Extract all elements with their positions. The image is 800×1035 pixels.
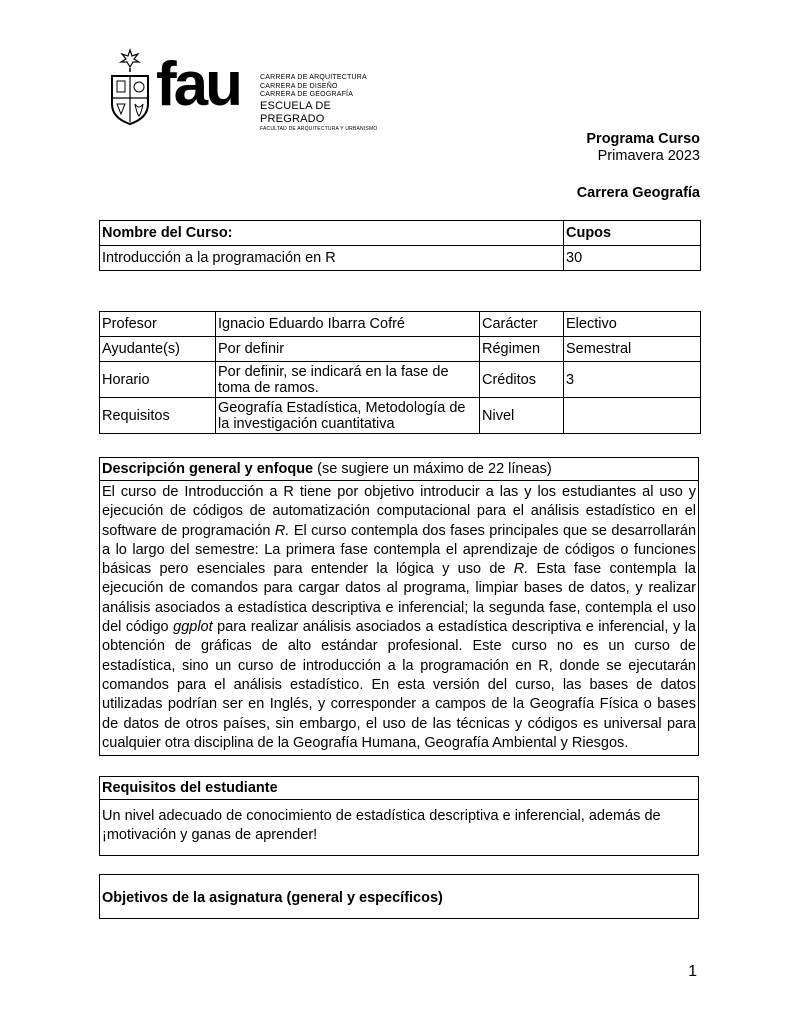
objectives-section (99, 874, 699, 919)
description-text: El curso de Introducción a R tiene por objetivo introducir a las y los estudiantes al uso y ejecución de códigos de automatización computacional para el análisis estadístico en el software de programación R. El curso contempla dos fases principales que se desarrollarán a lo largo del semestre: La primera fase contempla el aprendizaje de códigos o funciones básicas pero esenciales para entender la lógica y uso de R. Esta fase contempla la ejecución de comandos para cargar datos al programa, limpiar bases de datos, y realizar análisis asociados a estadística descriptiva e inferencial; la segunda fase, contempla el uso del código ggplot para realizar análisis asociados a estadística descriptiva e inferencial, y la obtención de gráficas de alto estándar profesional. Este curso no es un curso de estadística, sino un curso de introducción a la programación en R, donde se ejecutarán comandos para el análisis estadístico. En esta versión del curso, las bases de datos utilizadas podrían ser en Inglés, y corresponder a campos de la Geografía Física o bases de datos de otros países, sin embargo, el uso de las técnicas y códigos es universal para cualquier otra disciplina de la Geografía Humana, Geografía Ambiental y Riesgos. (102, 484, 697, 751)
requisitos-label: Requisitos (100, 398, 216, 434)
course-details-table (99, 311, 701, 434)
student-requirements-title: Requisitos del estudiante (102, 780, 278, 796)
description-title: Descripción general y enfoque (102, 461, 314, 477)
fau-logo (108, 48, 398, 132)
nivel-value (564, 398, 701, 434)
profesor-label: Profesor (100, 312, 216, 337)
course-table (99, 220, 701, 271)
nivel-label: Nivel (480, 398, 564, 434)
page-number: 1 (688, 963, 697, 980)
logo-wordmark: fau (156, 50, 240, 119)
caracter-label: Carácter (480, 312, 564, 337)
cupos-value: 30 (564, 246, 701, 271)
regimen-value: Semestral (564, 337, 701, 362)
description-section (99, 457, 699, 756)
document-header (586, 131, 700, 165)
horario-value: Por definir, se indicará en la fase de toma de ramos. (216, 362, 480, 398)
creditos-value: 3 (564, 362, 701, 398)
cupos-label: Cupos (564, 221, 701, 246)
regimen-label: Régimen (480, 337, 564, 362)
description-header (100, 458, 698, 481)
university-crest-icon (108, 48, 152, 126)
career-name: Carrera Geografía (576, 185, 700, 201)
objectives-title: Objetivos de la asignatura (general y específicos) (102, 890, 443, 906)
horario-label: Horario (100, 362, 216, 398)
document-term: Primavera 2023 (597, 148, 700, 164)
course-name-label: Nombre del Curso: (100, 221, 564, 246)
student-requirements-text: Un nivel adecuado de conocimiento de estadística descriptiva e inferencial, además de ¡motivación y ganas de aprender! (102, 808, 661, 843)
caracter-value: Electivo (564, 312, 701, 337)
description-hint: (se sugiere un máximo de 22 líneas) (313, 461, 552, 477)
profesor-value: Ignacio Eduardo Ibarra Cofré (216, 312, 480, 337)
ayudante-value: Por definir (216, 337, 480, 362)
creditos-label: Créditos (480, 362, 564, 398)
student-requirements-section (99, 776, 699, 856)
ayudante-label: Ayudante(s) (100, 337, 216, 362)
document-title: Programa Curso (586, 131, 700, 147)
course-name: Introducción a la programación en R (100, 246, 564, 271)
logo-subtitle: CARRERA DE ARQUITECTURA CARRERA DE DISEÑO CARRERA DE GEOGRAFÍA ESCUELA DE PREGRADO FACULTAD DE ARQUITECTURA Y URBANISMO (260, 74, 378, 132)
requisitos-value: Geografía Estadística, Metodología de la investigación cuantitativa (216, 398, 480, 434)
